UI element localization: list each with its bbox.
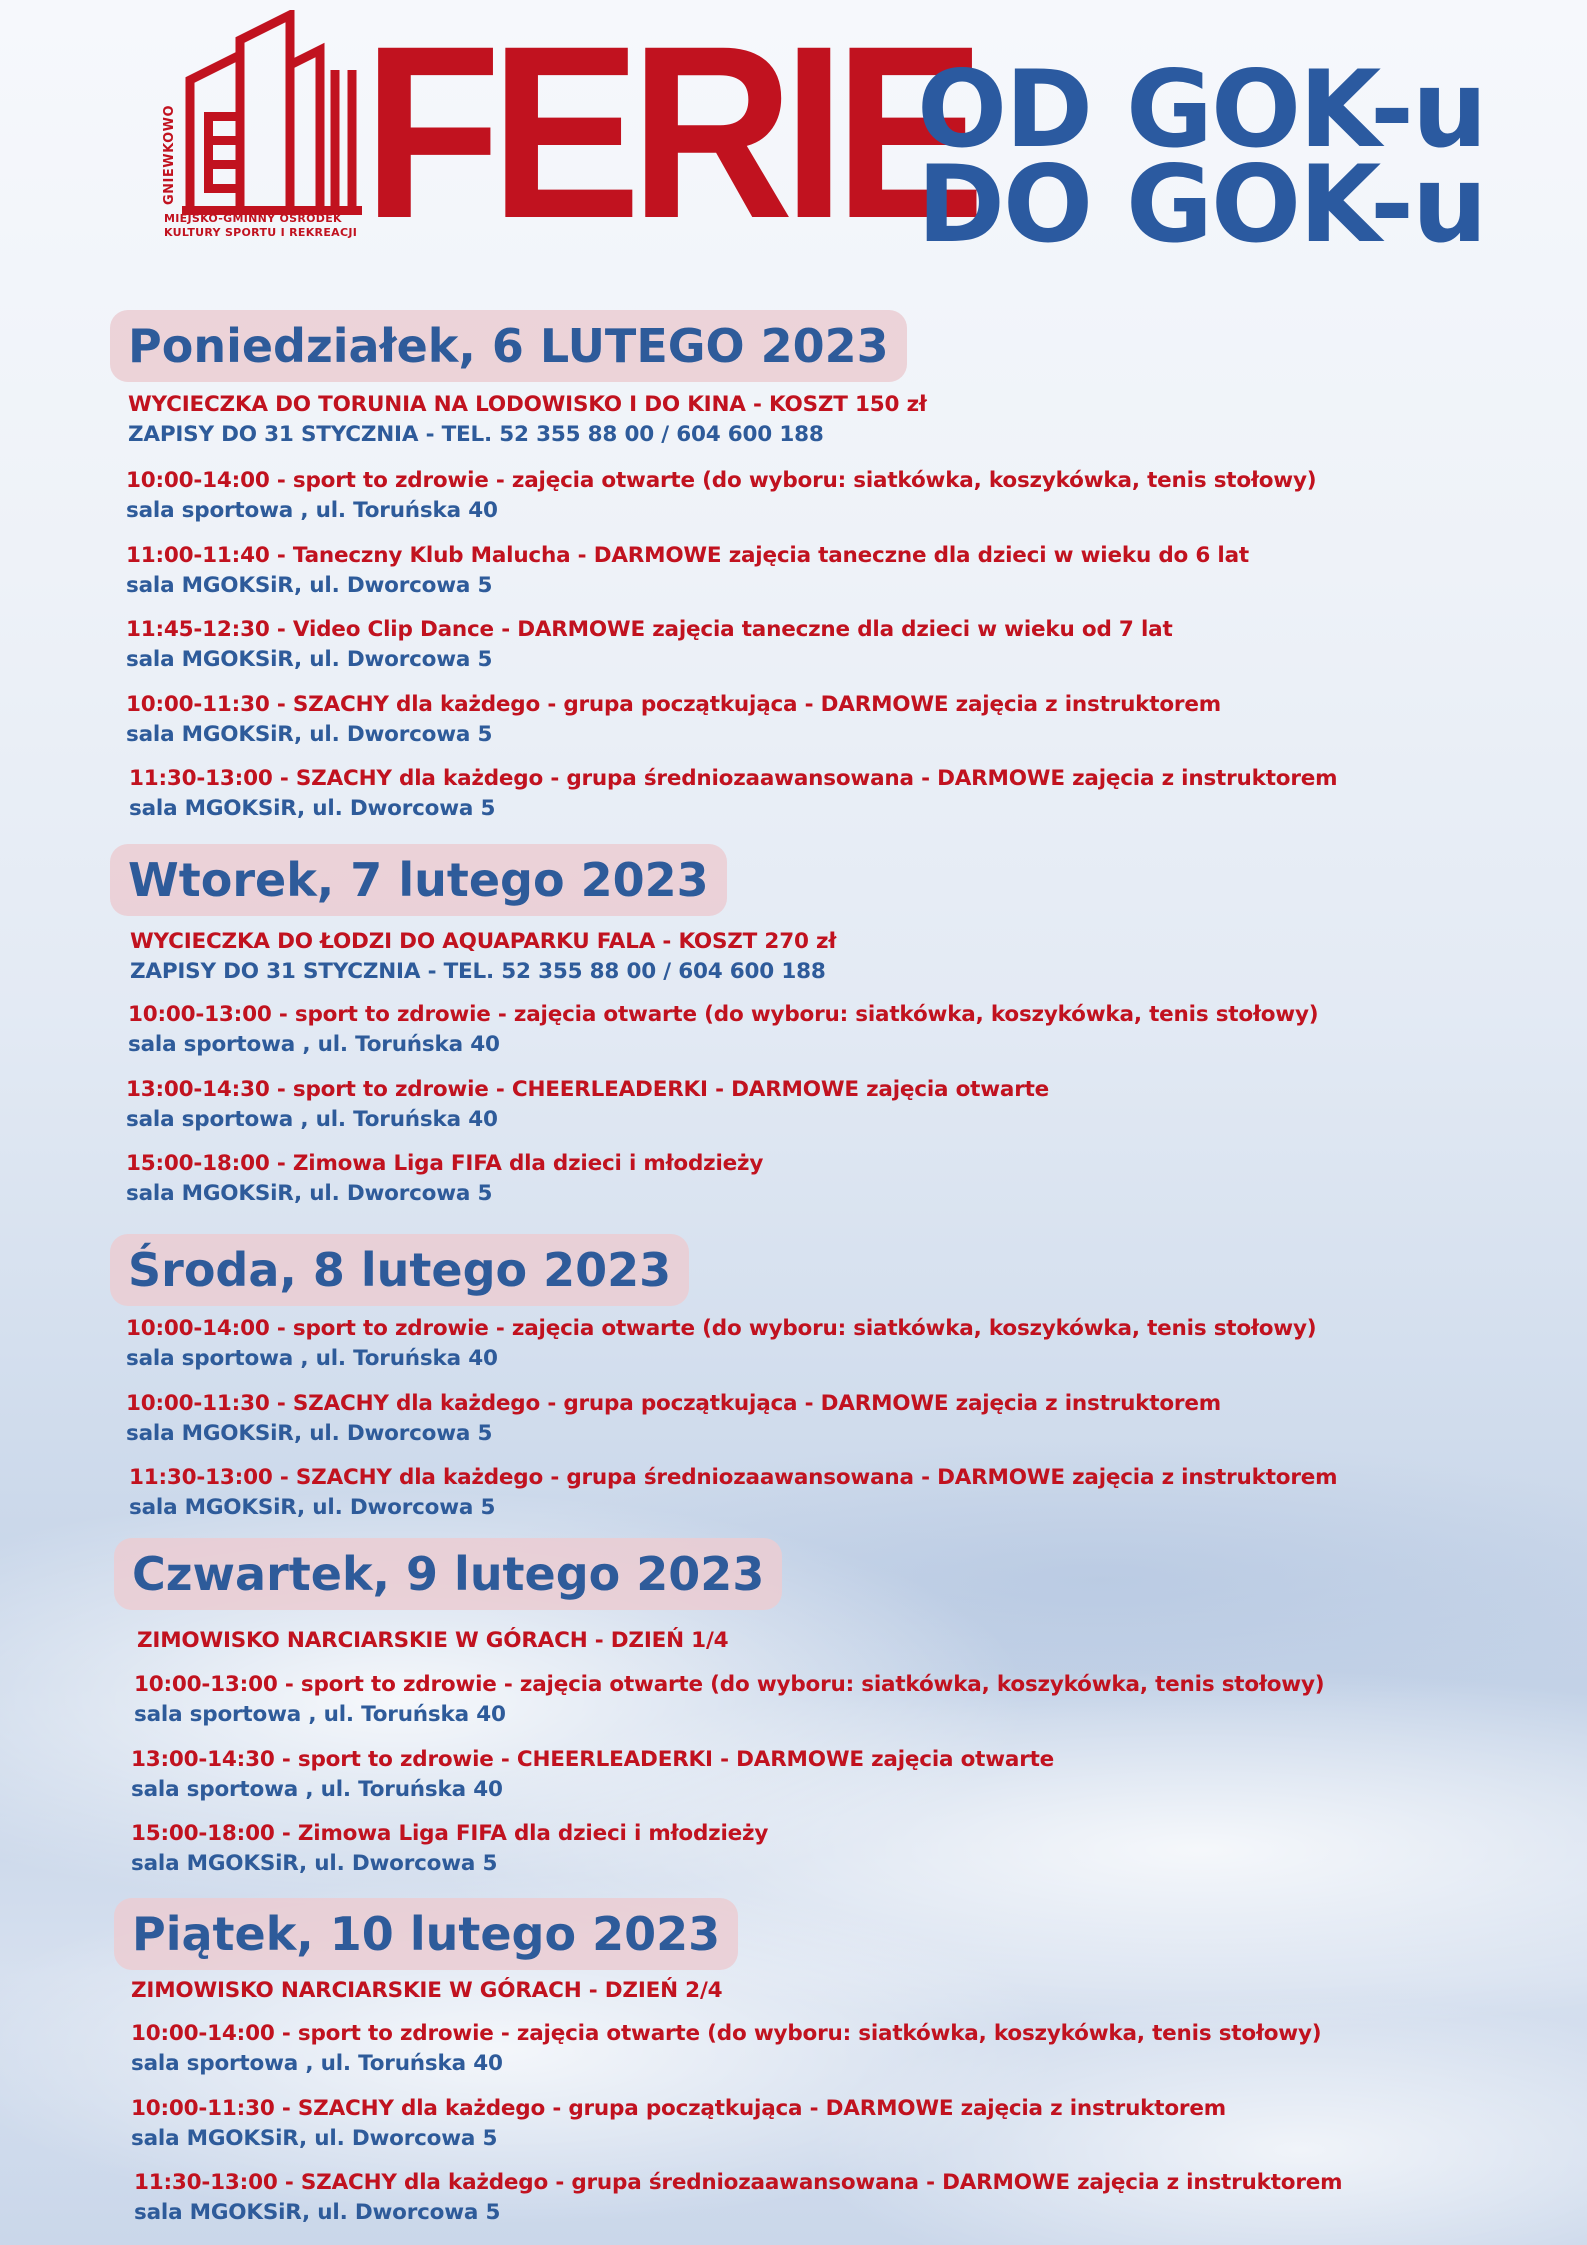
event-line: 11:00-11:40 - Taneczny Klub Malucha - DARMOWE zajęcia taneczne dla dzieci w wieku do 6 lat	[126, 543, 1249, 568]
event-line: WYCIECZKA DO ŁODZI DO AQUAPARKU FALA - KOSZT 270 zł	[130, 929, 837, 954]
event-line: 15:00-18:00 - Zimowa Liga FIFA dla dzieci i młodzieży	[126, 1151, 764, 1176]
event-line: sala MGOKSiR, ul. Dworcowa 5	[126, 1421, 493, 1446]
day-heading-friday: Piątek, 10 lutego 2023	[114, 1898, 738, 1970]
logo-caption-line2: KULTURY SPORTU I REKREACJI	[164, 226, 358, 239]
event-line: WYCIECZKA DO TORUNIA NA LODOWISKO I DO KINA - KOSZT 150 zł	[128, 392, 927, 417]
event-line: sala sportowa , ul. Toruńska 40	[131, 2051, 503, 2076]
event-line: sala sportowa , ul. Toruńska 40	[134, 1702, 506, 1727]
event-line: sala sportowa , ul. Toruńska 40	[126, 498, 498, 523]
event-line: sala sportowa , ul. Toruńska 40	[131, 1777, 503, 1802]
event-line: ZAPISY DO 31 STYCZNIA - TEL. 52 355 88 00 / 604 600 188	[130, 959, 826, 984]
event-line: ZIMOWISKO NARCIARSKIE W GÓRACH - DZIEŃ 1/4	[137, 1628, 729, 1653]
event-line: sala sportowa , ul. Toruńska 40	[126, 1107, 498, 1132]
logo-caption-line1: MIEJSKO-GMINNY OŚRODEK	[164, 212, 342, 225]
logo-vertical-text: GNIEWKOWO	[162, 104, 177, 205]
event-line: 11:45-12:30 - Video Clip Dance - DARMOWE zajęcia taneczne dla dzieci w wieku od 7 lat	[126, 617, 1173, 642]
page-title: FERIE	[363, 0, 975, 270]
event-line: 10:00-11:30 - SZACHY dla każdego - grupa początkująca - DARMOWE zajęcia z instruktorem	[126, 1391, 1221, 1416]
event-line: 10:00-13:00 - sport to zdrowie - zajęcia otwarte (do wyboru: siatkówka, koszykówka, tenis stołowy)	[128, 1002, 1319, 1027]
event-line: sala MGOKSiR, ul. Dworcowa 5	[129, 1495, 496, 1520]
event-line: 10:00-11:30 - SZACHY dla każdego - grupa początkująca - DARMOWE zajęcia z instruktorem	[131, 2096, 1226, 2121]
day-heading-wednesday: Środa, 8 lutego 2023	[110, 1234, 689, 1306]
event-line: sala MGOKSiR, ul. Dworcowa 5	[129, 796, 496, 821]
event-line: sala MGOKSiR, ul. Dworcowa 5	[126, 647, 493, 672]
event-line: 10:00-11:30 - SZACHY dla każdego - grupa początkująca - DARMOWE zajęcia z instruktorem	[126, 692, 1221, 717]
event-line: ZAPISY DO 31 STYCZNIA - TEL. 52 355 88 00 / 604 600 188	[128, 422, 824, 447]
event-line: sala MGOKSiR, ul. Dworcowa 5	[131, 1851, 498, 1876]
event-line: 10:00-14:00 - sport to zdrowie - zajęcia otwarte (do wyboru: siatkówka, koszykówka, tenis stołowy)	[126, 468, 1317, 493]
event-line: 11:30-13:00 - SZACHY dla każdego - grupa średniozaawansowana - DARMOWE zajęcia z instruktorem	[134, 2170, 1343, 2195]
day-heading-tuesday: Wtorek, 7 lutego 2023	[110, 844, 727, 916]
day-heading-thursday: Czwartek, 9 lutego 2023	[114, 1538, 782, 1610]
subtitle-line1: OD GOK-u	[917, 48, 1486, 171]
event-line: sala MGOKSiR, ul. Dworcowa 5	[126, 722, 493, 747]
subtitle-line2: DO GOK-u	[917, 143, 1486, 266]
day-heading-monday: Poniedziałek, 6 LUTEGO 2023	[110, 310, 907, 382]
event-line: 10:00-14:00 - sport to zdrowie - zajęcia otwarte (do wyboru: siatkówka, koszykówka, tenis stołowy)	[126, 1316, 1317, 1341]
event-line: 11:30-13:00 - SZACHY dla każdego - grupa średniozaawansowana - DARMOWE zajęcia z instruktorem	[129, 766, 1338, 791]
event-line: 13:00-14:30 - sport to zdrowie - CHEERLEADERKI - DARMOWE zajęcia otwarte	[126, 1077, 1050, 1102]
event-line: 13:00-14:30 - sport to zdrowie - CHEERLEADERKI - DARMOWE zajęcia otwarte	[131, 1747, 1055, 1772]
event-line: sala MGOKSiR, ul. Dworcowa 5	[126, 1181, 493, 1206]
event-line: 15:00-18:00 - Zimowa Liga FIFA dla dzieci i młodzieży	[131, 1821, 769, 1846]
event-line: sala MGOKSiR, ul. Dworcowa 5	[131, 2126, 498, 2151]
event-line: sala MGOKSiR, ul. Dworcowa 5	[134, 2200, 501, 2225]
event-line: sala sportowa , ul. Toruńska 40	[128, 1032, 500, 1057]
event-line: 10:00-13:00 - sport to zdrowie - zajęcia otwarte (do wyboru: siatkówka, koszykówka, tenis stołowy)	[134, 1672, 1325, 1697]
event-line: 10:00-14:00 - sport to zdrowie - zajęcia otwarte (do wyboru: siatkówka, koszykówka, tenis stołowy)	[131, 2021, 1322, 2046]
event-line: sala sportowa , ul. Toruńska 40	[126, 1346, 498, 1371]
event-line: 11:30-13:00 - SZACHY dla każdego - grupa średniozaawansowana - DARMOWE zajęcia z instruktorem	[129, 1465, 1338, 1490]
building-logo-icon	[160, 10, 365, 240]
event-line: ZIMOWISKO NARCIARSKIE W GÓRACH - DZIEŃ 2/4	[131, 1978, 723, 2003]
event-line: sala MGOKSiR, ul. Dworcowa 5	[126, 573, 493, 598]
